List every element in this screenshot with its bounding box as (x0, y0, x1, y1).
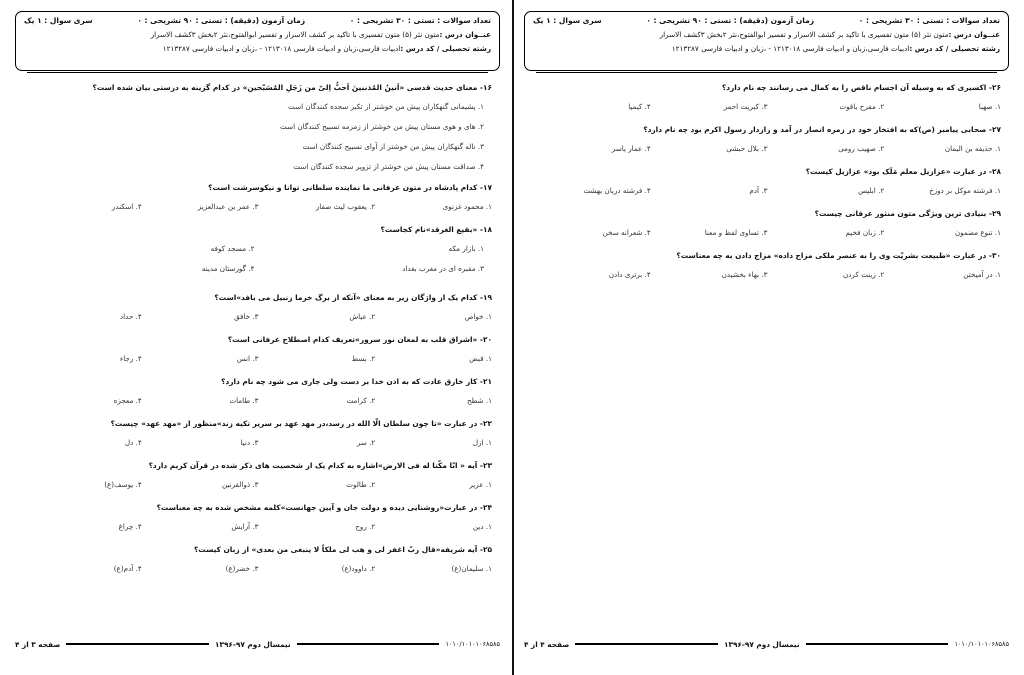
option-4: ۴. گورستان مدینه (201, 264, 255, 273)
option-1: ۱. حذیفه بن الیمان (944, 144, 1001, 153)
page-number: صفحه ۴ از ۴ (524, 639, 570, 649)
question-19: ۱۹- کدام یک از واژگان زیر به معنای «آنکه از برگ خرما زنبیل می بافد»است؟ ۱. خواص ۲. عیاش ۳. خافق ۴. حداد (25, 291, 492, 322)
question-23: ۲۳- آیه « انّا مکّنا له فی الارض»اشاره به کدام یک از شخصیت های ذکر شده در قرآن کریم دارد؟ ۱. عزیر ۲. طالوت ۳. ذوالقرنین ۴. یوسف(ع) (25, 459, 492, 490)
question-16: ۱۶- معنای حدیث قدسی «اَنینُ المُذنبینَ اَحبُّ اِلیّ من زَجَلِ المُسَبّحین» در کدام گزینه به درستی بیان شده است؟ ۱. پشیمانی گنهکاران پیش من خوشتر از تکبر سجده کنندگان است ۲. های و هوی مستان پیش من خوشتر از زمزمه تسبیح کنندگان است ۳. ناله گنهکاران پیش من خوشتر از آوای تسبیح کنندگان است ۴. صداقت مستان پیش من خوشتر از تزویر سجده کنندگان است (25, 81, 492, 172)
option-2: ۲. عیاش (349, 312, 376, 321)
question-29: ۲۹- بنیادی ترین ویژگی متون منثور عرفانی چیست؟ ۱. تنوع مضمون ۲. زبان فخیم ۳. تساوی لفظ و معنا ۴. شعرانه سخن (534, 207, 1001, 238)
semester: نیمسال دوم ۹۷-۱۳۹۶ (215, 639, 291, 649)
course-title-label: عنــوان درس : (439, 30, 491, 39)
option-4: ۴. رجاء (119, 354, 142, 363)
question-text: در عبارت «تا چون سلطان الّا الله در رسد،در مهد عهد بر سریر تکیه زند»منظور از «مهد عهد» چیست؟ (110, 419, 478, 428)
semester: نیمسال دوم ۹۷-۱۳۹۶ (724, 639, 800, 649)
option-2: ۲. ابلیس (858, 186, 885, 195)
option-1: ۱. خواص (464, 312, 492, 321)
option-1: ۱. شطح (466, 396, 492, 405)
exam-code: ۱۰۱۰/۱۰۱۰۱۰۶۸۵۸۵ (954, 640, 1009, 648)
option-3: ۳. خضر(ع) (225, 564, 259, 573)
question-26: ۲۶- اکسیری که به وسیله آن اجسام ناقص را به کمال می رسانند چه نام دارد؟ ۱. صهبا ۲. مفرح یاقوت ۳. کبریت احمر ۴. کیمیا (534, 81, 1001, 112)
option-3: ۳. کبریت احمر (723, 102, 768, 111)
exam-time: زمان آزمون (دقیقه) : تستی : ۹۰ تشریحی : ۰ (646, 16, 815, 25)
option-1: ۱. سلیمان(ع) (451, 564, 492, 573)
option-1: ۱. در آمیختن (963, 270, 1001, 279)
question-28: ۲۸- در عبارت «عزازیل معلم مَلَک بود» عزازیل کیست؟ ۱. فرشته موکل بر دوزخ ۲. ابلیس ۳. آدم ۴. فرشته دربان بهشت (534, 165, 1001, 196)
question-text: آیه شریفه«قال ربّ اغفر لی و هب لی ملکاً لا ینبغی من بعدی» از زبان کیست؟ (193, 545, 478, 554)
option-3: ۳. ناله گنهکاران پیش من خوشتر از آوای تسبیح کنندگان است (302, 142, 484, 151)
option-3: ۳. بلال حبشی (726, 144, 768, 153)
option-3: ۳. طامات (229, 396, 259, 405)
option-1: ۱. بازار مکه (448, 244, 484, 253)
option-1: ۱. دین (472, 522, 492, 531)
question-22: ۲۲- در عبارت «تا چون سلطان الّا الله در رسد،در مهد عهد بر سریر تکیه زند»منظور از «مهد عهد» چیست؟ ۱. ازل ۲. سر ۳. دنیا ۴. دل (25, 417, 492, 448)
question-24: ۲۴- در عبارت«روشنایی دیده و دولت جان و آیین جهانست»کلمه مشخص شده به چه معناست؟ ۱. دین ۲. روح ۳. آرایش ۴. چراغ (25, 501, 492, 532)
question-count: تعداد سوالات : تستی : ۳۰ تشریحی : ۰ (858, 16, 1000, 25)
exam-page-4 (518, 3, 1015, 671)
question-text: در عبارت «طبیعت بشریّت وی را به عنصر ملکی مزاج داده» مزاج دادن به چه معناست؟ (676, 251, 987, 260)
option-3: ۳. تساوی لفظ و معنا (704, 228, 768, 237)
question-30: ۳۰- در عبارت «طبیعت بشریّت وی را به عنصر ملکی مزاج داده» مزاج دادن به چه معناست؟ ۱. در آمیختن ۲. زینت کردن ۳. بهاء بخشیدن ۴. برتری دادن (534, 249, 1001, 280)
exam-page-3 (9, 3, 506, 671)
option-3: ۳. انس (236, 354, 259, 363)
option-4: ۴. شعرانه سخن (602, 228, 651, 237)
option-1: ۱. صهبا (978, 102, 1001, 111)
question-list (534, 81, 1001, 291)
option-2: ۲. روح (355, 522, 376, 531)
field-code-label: رشته تحصیلی / کد درس : (909, 44, 1000, 53)
question-text: «اشراق قلب به لمعان نور سرور»تعریف کدام اصطلاح عرفانی است؟ (227, 335, 478, 344)
question-text: بنیادی ترین ویژگی متون منثور عرفانی چیست؟ (814, 209, 987, 218)
option-4: ۴. فرشته دربان بهشت (583, 186, 651, 195)
question-27: ۲۷- صحابی پیامبر (ص)که به افتخار خود در زمره انصار در آمد و رازدار رسول اکرم بود چه نام دارد؟ ۱. حذیفه بن الیمان ۲. صهیب رومی ۳. بلال حبشی ۴. عمار یاسر (534, 123, 1001, 154)
question-text: صحابی پیامبر (ص)که به افتخار خود در زمره انصار در آمد و رازدار رسول اکرم بود چه نام دارد؟ (643, 125, 987, 134)
exam-time: زمان آزمون (دقیقه) : تستی : ۹۰ تشریحی : ۰ (137, 16, 306, 25)
option-3: ۳. بهاء بخشیدن (721, 270, 768, 279)
option-4: ۴. عمار یاسر (611, 144, 651, 153)
question-text: اکسیری که به وسیله آن اجسام ناقص را به کمال می رسانند چه نام دارد؟ (721, 83, 987, 92)
option-2: ۲. های و هوی مستان پیش من خوشتر از زمزمه تسبیح کنندگان است (280, 122, 484, 131)
option-2: ۲. زینت کردن (842, 270, 885, 279)
page-divider (512, 0, 514, 675)
question-25: ۲۵- آیه شریفه«قال ربّ اغفر لی و هب لی ملکاً لا ینبغی من بعدی» از زبان کیست؟ ۱. سلیمان(ع) ۲. داوود(ع) ۳. خضر(ع) ۴. آدم(ع) (25, 543, 492, 574)
option-4: ۴. آدم(ع) (113, 564, 142, 573)
option-2: ۲. کرامت (346, 396, 376, 405)
option-2: ۲. طالوت (346, 480, 376, 489)
option-4: ۴. کیمیا (628, 102, 651, 111)
option-1: ۱. عزیر (469, 480, 492, 489)
option-3: ۳. آدم (749, 186, 768, 195)
option-4: ۴. معجزه (113, 396, 142, 405)
footer-rule (66, 643, 209, 645)
question-text: «بقیع الغرقد»نام کجاست؟ (380, 225, 478, 234)
question-text: در عبارت«روشنایی دیده و دولت جان و آیین جهانست»کلمه مشخص شده به چه معناست؟ (156, 503, 478, 512)
option-2: ۲. بسط (351, 354, 376, 363)
exam-header (15, 11, 500, 71)
question-18: ۱۸- «بقیع الغرقد»نام کجاست؟ ۱. بازار مکه ۲. مسجد کوفه ۳. مقبره ای در مغرب بغداد ۴. گورستان مدینه (25, 223, 492, 283)
option-3: ۳. مقبره ای در مغرب بغداد (402, 264, 484, 273)
option-1: ۱. قبض (469, 354, 492, 363)
footer-rule (575, 643, 718, 645)
option-4: ۴. چراغ (118, 522, 142, 531)
exam-code: ۱۰۱۰/۱۰۱۰۱۰۶۸۵۸۵ (445, 640, 500, 648)
question-series: سری سوال : ۱ یک (24, 16, 93, 25)
option-3: ۳. آرایش (231, 522, 259, 531)
question-text: کار خارق عادت که به اذن خدا بر دست ولی جاری می شود چه نام دارد؟ (221, 377, 478, 386)
exam-header (524, 11, 1009, 71)
question-17: ۱۷- کدام پادشاه در متون عرفانی ما نماینده سلطانی توانا و نیکوسرشت است؟ ۱. محمود غزنوی ۲. یعقوب لیث صفار ۳. عمر بن عبدالعزیز ۴. اسکندر (25, 181, 492, 212)
course-title: متون نثر (۵) متون تفسیری با تاکید بر کشف الاسرار و تفسیر ابوالفتوح،نثر ۲بخش ۳کشف الاسرار (150, 30, 440, 39)
option-1: ۱. پشیمانی گنهکاران پیش من خوشتر از تکبر سجده کنندگان است (288, 102, 484, 111)
option-4: ۴. حداد (119, 312, 142, 321)
footer-rule (297, 643, 440, 645)
page-number: صفحه ۳ از ۴ (15, 639, 61, 649)
exam-footer (15, 639, 500, 649)
question-20: ۲۰- «اشراق قلب به لمعان نور سرور»تعریف کدام اصطلاح عرفانی است؟ ۱. قبض ۲. بسط ۳. انس ۴. رجاء (25, 333, 492, 364)
option-2: ۲. صهیب رومی (838, 144, 885, 153)
option-1: ۱. ازل (472, 438, 492, 447)
question-text: در عبارت «عزازیل معلم مَلَک بود» عزازیل کیست؟ (805, 167, 987, 176)
option-3: ۳. ذوالقرنین (221, 480, 259, 489)
exam-footer (524, 639, 1009, 649)
option-4: ۴. دل (124, 438, 142, 447)
course-title: متون نثر (۵) متون تفسیری با تاکید بر کشف الاسرار و تفسیر ابوالفتوح،نثر ۲بخش ۳کشف الاسرار (659, 30, 949, 39)
option-3: ۳. عمر بن عبدالعزیز (197, 202, 259, 211)
question-count: تعداد سوالات : تستی : ۳۰ تشریحی : ۰ (349, 16, 491, 25)
header-rule (536, 72, 997, 73)
field-code: ادبیات فارسی،زبان و ادبیات فارسی ۱۲۱۳۰۱۸ - ،زبان و ادبیات فارسی ۱۲۱۳۲۸۷ (162, 44, 401, 53)
option-3: ۳. خافق (233, 312, 259, 321)
option-2: ۲. داوود(ع) (341, 564, 376, 573)
question-text: کدام پادشاه در متون عرفانی ما نماینده سلطانی توانا و نیکوسرشت است؟ (208, 183, 478, 192)
option-4: ۴. اسکندر (111, 202, 142, 211)
option-1: ۱. محمود غزنوی (442, 202, 492, 211)
option-2: ۲. مسجد کوفه (210, 244, 255, 253)
field-code-label: رشته تحصیلی / کد درس : (400, 44, 491, 53)
question-series: سری سوال : ۱ یک (533, 16, 602, 25)
header-rule (27, 72, 488, 73)
option-1: ۱. فرشته موکل بر دوزخ (929, 186, 1001, 195)
option-2: ۲. مفرح یاقوت (839, 102, 885, 111)
option-4: ۴. صداقت مستان پیش من خوشتر از تزویر سجده کنندگان است (293, 162, 484, 171)
question-text: معنای حدیث قدسی «اَنینُ المُذنبینَ اَحبُّ اِلیّ من زَجَلِ المُسَبّحین» در کدام گزینه به درستی بیان شده است؟ (92, 83, 478, 92)
option-4: ۴. یوسف(ع) (104, 480, 142, 489)
option-2: ۲. زبان فخیم (845, 228, 885, 237)
option-3: ۳. دنیا (240, 438, 259, 447)
field-code: ادبیات فارسی،زبان و ادبیات فارسی ۱۲۱۳۰۱۸ - ،زبان و ادبیات فارسی ۱۲۱۳۲۸۷ (671, 44, 910, 53)
option-1: ۱. تنوع مضمون (954, 228, 1001, 237)
question-text: آیه « انّا مکّنا له فی الارض»اشاره به کدام یک از شخصیت های ذکر شده در قرآن کریم دارد؟ (148, 461, 478, 470)
question-21: ۲۱- کار خارق عادت که به اذن خدا بر دست ولی جاری می شود چه نام دارد؟ ۱. شطح ۲. کرامت ۳. طامات ۴. معجزه (25, 375, 492, 406)
question-list (25, 81, 492, 585)
option-2: ۲. سر (356, 438, 376, 447)
footer-rule (806, 643, 949, 645)
option-4: ۴. برتری دادن (608, 270, 651, 279)
course-title-label: عنــوان درس : (948, 30, 1000, 39)
question-text: کدام یک از واژگان زیر به معنای «آنکه از برگ خرما زنبیل می بافد»است؟ (214, 293, 478, 302)
option-2: ۲. یعقوب لیث صفار (315, 202, 376, 211)
